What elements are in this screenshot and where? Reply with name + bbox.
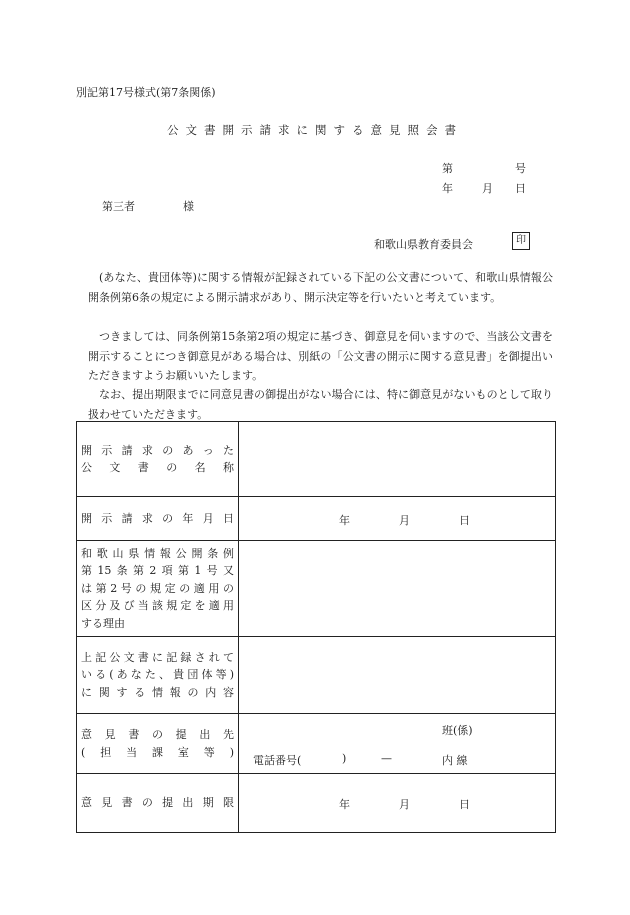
inquiry-table (76, 421, 556, 833)
table-row (77, 714, 556, 774)
applicable-provision-label: 和歌山県情報公開条例 第15条第2項第1号又 は第2号の規定の適用の 区分及び当該規定を適用 する理由 (77, 541, 239, 637)
information-content-value[interactable] (239, 637, 556, 714)
issuer-name: 和歌山県教育委員会 (374, 238, 473, 251)
date-month-label: 月 (482, 182, 493, 195)
applicable-provision-value[interactable] (239, 541, 556, 637)
date-year-label: 年 (442, 182, 453, 195)
information-content-label: 上記公文書に記録されて いる(あなた、貴団体等) に関する情報の内容 (77, 637, 239, 714)
submission-destination-label: 意見書の提出先 (担当課室等) (77, 714, 239, 774)
submission-deadline-label: 意見書の提出期限 (77, 774, 239, 833)
table-row (77, 637, 556, 714)
body-paragraph-1: (あなた、貴団体等)に関する情報が記録されている下記の公文書について、和歌山県情報公開条例第6条の規定による開示請求があり、開示決定等を行いたいと考えています。 (88, 271, 553, 304)
form-reference: 別記第17号様式(第7条関係) (76, 86, 216, 99)
submission-destination-value[interactable]: 班(係) 電話番号( ) — 内 線 (239, 714, 556, 774)
table-row (77, 774, 556, 833)
date-day-label: 日 (515, 182, 526, 195)
submission-deadline-value[interactable]: 年 月 日 (239, 774, 556, 833)
table-row (77, 541, 556, 637)
recipient-honorific: 様 (183, 200, 194, 213)
body-paragraph-3: なお、提出期限までに同意見書の御提出がない場合には、特に御意見がないものとして取り扱わせていただきます。 (88, 388, 553, 421)
document-number-suffix: 号 (515, 162, 526, 175)
recipient-label: 第三者 (102, 200, 135, 213)
table-row (77, 497, 556, 541)
request-date-label: 開示請求の年月日 (77, 497, 239, 541)
document-number-prefix: 第 (442, 162, 453, 175)
seal-stamp: 印 (512, 232, 530, 250)
body-paragraph-2: つきましては、同条例第15条第2項の規定に基づき、御意見を伺いますので、当該公文書を開示することにつき御意見がある場合は、別紙の「公文書の開示に関する意見書」を御提出いただきますようお願いいたします。 (88, 330, 553, 382)
request-date-value[interactable]: 年 月 日 (239, 497, 556, 541)
document-name-value[interactable] (239, 422, 556, 497)
document-title: 公文書開示請求に関する意見照会書 (167, 123, 463, 137)
document-name-label: 開示請求のあった 公文書の名称 (77, 422, 239, 497)
table-row (77, 422, 556, 497)
